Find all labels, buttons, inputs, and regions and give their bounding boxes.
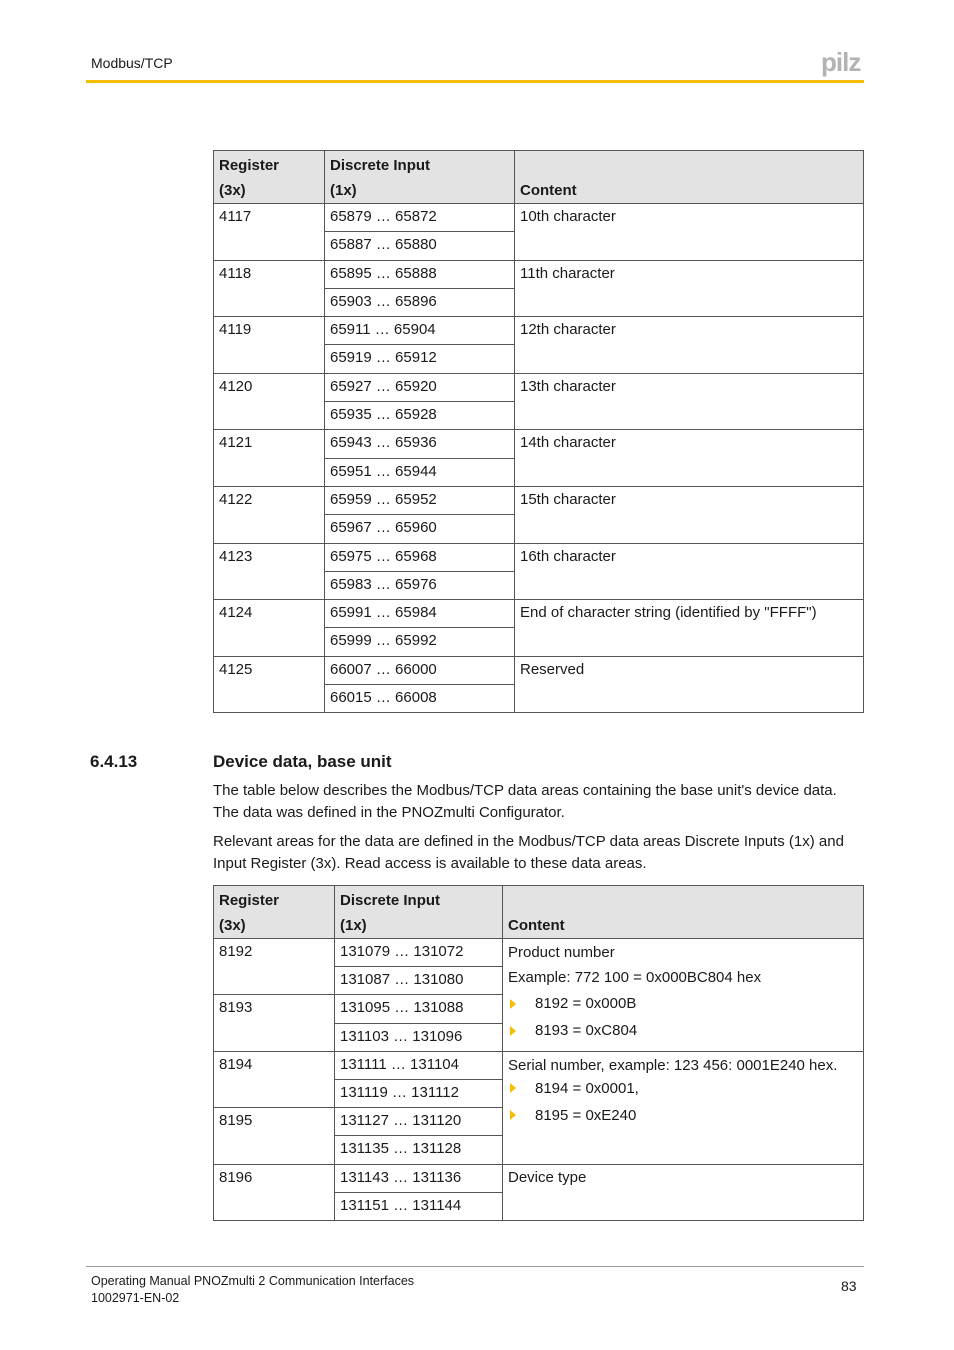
discrete-cell: 65959 … 65952 [325, 486, 515, 514]
bullet-arrow-icon [510, 999, 516, 1009]
register-cell: 4124 [214, 600, 325, 657]
bullet-arrow-icon [510, 1026, 516, 1036]
page-number: 83 [841, 1278, 857, 1294]
register-cell: 8195 [214, 1108, 335, 1164]
table-row [214, 373, 864, 401]
discrete-cell: 65999 … 65992 [325, 628, 515, 656]
table-row [214, 260, 864, 288]
section-number: 6.4.13 [90, 752, 138, 771]
content-serial-number [503, 1051, 864, 1164]
discrete-cell: 131127 … 131120 [335, 1108, 503, 1136]
svg-text:pilz: pilz [821, 48, 861, 77]
intro-paragraph: The table below describes the Modbus/TCP data areas containing the base unit's device data. The data was defined in the PNOZmulti Configurator. [213, 782, 837, 821]
table-row [214, 430, 864, 458]
discrete-cell: 65927 … 65920 [325, 373, 515, 401]
register-cell: 4119 [214, 317, 325, 374]
content-device-type: Device type [503, 1164, 864, 1220]
content-cell: 11th character [515, 260, 864, 317]
discrete-cell: 65879 … 65872 [325, 204, 515, 232]
discrete-cell: 131135 … 131128 [335, 1136, 503, 1164]
register-cell: 4121 [214, 430, 325, 487]
discrete-cell: 131143 … 131136 [335, 1164, 503, 1192]
discrete-cell: 131111 … 131104 [335, 1051, 503, 1079]
discrete-cell: 65943 … 65936 [325, 430, 515, 458]
discrete-cell: 65911 … 65904 [325, 317, 515, 345]
register-cell: 4123 [214, 543, 325, 600]
content-line: Product number [508, 944, 615, 961]
table-row [214, 1164, 864, 1192]
section-title: Device data, base unit [213, 752, 392, 771]
discrete-cell: 65975 … 65968 [325, 543, 515, 571]
footer-doc-number: 1002971-EN-02 [91, 1291, 180, 1305]
discrete-cell: 65919 … 65912 [325, 345, 515, 373]
register-cell: 8196 [214, 1164, 335, 1220]
bullet-item: 8192 = 0x000B [508, 990, 858, 1017]
content-cell: 15th character [515, 486, 864, 543]
register-table-characters [213, 150, 864, 713]
bullet-item: 8195 = 0xE240 [508, 1102, 858, 1129]
discrete-cell: 131079 … 131072 [335, 939, 503, 967]
discrete-cell: 65951 … 65944 [325, 458, 515, 486]
discrete-cell: 65887 … 65880 [325, 232, 515, 260]
register-table-device-data [213, 885, 864, 1221]
table-row [214, 543, 864, 571]
discrete-cell: 65903 … 65896 [325, 288, 515, 316]
running-header: Modbus/TCP [91, 55, 173, 71]
table-row [214, 939, 864, 967]
register-cell: 8193 [214, 995, 335, 1051]
bullet-arrow-icon [510, 1083, 516, 1093]
col-header-content: Content [503, 886, 864, 939]
content-cell: 16th character [515, 543, 864, 600]
register-cell: 4118 [214, 260, 325, 317]
access-paragraph: Relevant areas for the data are defined in the Modbus/TCP data areas Discrete Inputs (1x) and Input Register (3x). Read access is available to these data areas. [213, 833, 844, 872]
content-cell: 14th character [515, 430, 864, 487]
discrete-cell: 65895 … 65888 [325, 260, 515, 288]
discrete-cell: 131103 … 131096 [335, 1023, 503, 1051]
discrete-cell: 131087 … 131080 [335, 967, 503, 995]
discrete-cell: 131095 … 131088 [335, 995, 503, 1023]
register-cell: 8194 [214, 1051, 335, 1107]
content-line: Example: 772 100 = 0x000BC804 hex [508, 969, 762, 986]
col-header-discrete-input: Discrete Input (1x) [335, 886, 503, 939]
content-cell: 10th character [515, 204, 864, 261]
content-cell: Reserved [515, 656, 864, 713]
table-row [214, 656, 864, 684]
col-header-discrete-input: Discrete Input (1x) [325, 151, 515, 204]
table-row [214, 317, 864, 345]
register-cell: 4122 [214, 486, 325, 543]
register-cell: 8192 [214, 939, 335, 995]
bullet-arrow-icon [510, 1110, 516, 1120]
pilz-logo [820, 48, 866, 78]
table-row [214, 486, 864, 514]
discrete-cell: 65935 … 65928 [325, 402, 515, 430]
discrete-cell: 131119 … 131112 [335, 1079, 503, 1107]
content-cell: 12th character [515, 317, 864, 374]
col-header-content: Content [515, 151, 864, 204]
content-cell: 13th character [515, 373, 864, 430]
discrete-cell: 65983 … 65976 [325, 571, 515, 599]
col-header-register: Register (3x) [214, 886, 335, 939]
bullet-item: 8193 = 0xC804 [508, 1017, 858, 1044]
bullet-item: 8194 = 0x0001, [508, 1075, 858, 1102]
footer-manual-title: Operating Manual PNOZmulti 2 Communication Interfaces [91, 1274, 415, 1288]
table-row [214, 600, 864, 628]
col-header-register: Register (3x) [214, 151, 325, 204]
content-line: Serial number, example: 123 456: 0001E240 hex. [508, 1056, 838, 1074]
register-cell: 4125 [214, 656, 325, 713]
footer-info [91, 1273, 414, 1307]
discrete-cell: 131151 … 131144 [335, 1192, 503, 1220]
table-row [214, 204, 864, 232]
header-rule [86, 80, 864, 83]
discrete-cell: 66007 … 66000 [325, 656, 515, 684]
table-row [214, 1051, 864, 1079]
register-cell: 4120 [214, 373, 325, 430]
content-cell: End of character string (identified by "FFFF") [515, 600, 864, 657]
discrete-cell: 65991 … 65984 [325, 600, 515, 628]
content-product-number [503, 939, 864, 1052]
discrete-cell: 65967 … 65960 [325, 515, 515, 543]
register-cell: 4117 [214, 204, 325, 261]
discrete-cell: 66015 … 66008 [325, 685, 515, 713]
footer-rule [86, 1266, 864, 1267]
